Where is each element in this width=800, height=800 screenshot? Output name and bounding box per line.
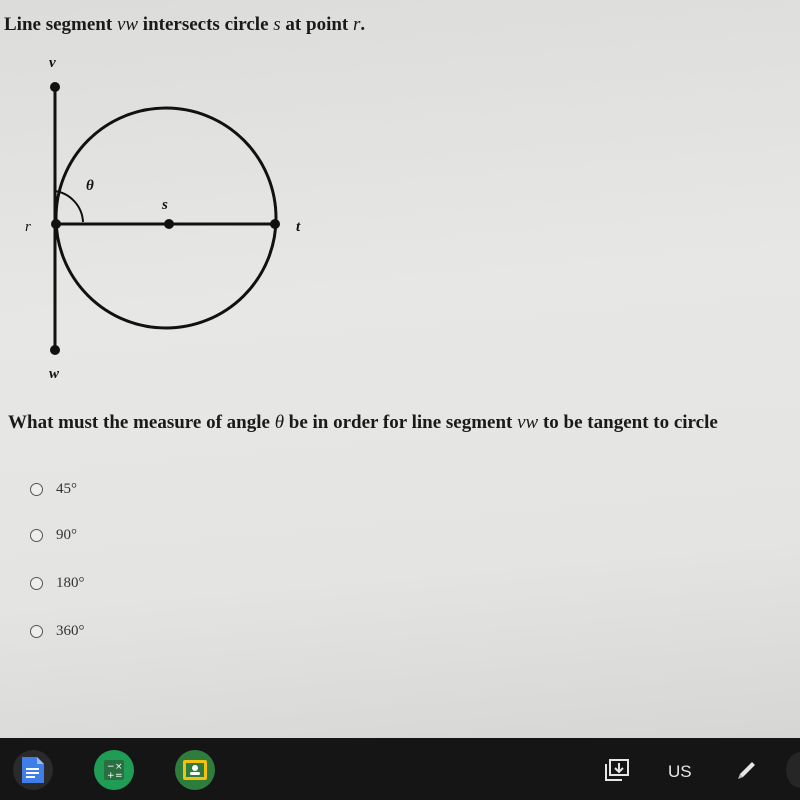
answer-choice-180[interactable] bbox=[30, 572, 85, 594]
tray-status-area[interactable] bbox=[786, 752, 800, 788]
answer-choice-45[interactable] bbox=[30, 478, 77, 500]
sheets-icon[interactable] bbox=[94, 750, 134, 790]
svg-text:×: × bbox=[115, 762, 123, 772]
question-prompt bbox=[8, 412, 718, 434]
q1-text-4: . bbox=[360, 14, 366, 35]
label-t: t bbox=[296, 219, 301, 235]
radio-button[interactable] bbox=[30, 577, 43, 590]
point-s bbox=[164, 219, 174, 229]
geometry-diagram bbox=[0, 40, 320, 390]
q1-segment: vw bbox=[116, 14, 139, 35]
q1-circle: s bbox=[273, 14, 281, 35]
docs-glyph bbox=[20, 755, 46, 785]
sheets-glyph bbox=[102, 758, 126, 782]
answer-choice-90[interactable] bbox=[30, 524, 77, 546]
choice-label: 360° bbox=[56, 622, 85, 639]
radio-button[interactable] bbox=[30, 483, 43, 496]
radio-button[interactable] bbox=[30, 625, 43, 638]
choice-label: 45° bbox=[56, 480, 77, 497]
svg-text:=: = bbox=[115, 771, 123, 781]
radio-button[interactable] bbox=[30, 529, 43, 542]
point-w bbox=[50, 345, 60, 355]
choice-label: 90° bbox=[56, 526, 77, 543]
circle-s bbox=[56, 108, 276, 328]
choice-label: 180° bbox=[56, 574, 85, 591]
classroom-glyph bbox=[182, 759, 208, 781]
q1-point: r bbox=[353, 14, 361, 35]
point-t bbox=[270, 219, 280, 229]
question-intro bbox=[4, 14, 365, 36]
q1-text-1: Line segment bbox=[4, 14, 117, 35]
q1-text-3: at point bbox=[280, 14, 353, 35]
label-w: w bbox=[49, 366, 60, 382]
keyboard-layout-indicator[interactable]: US bbox=[668, 762, 692, 781]
svg-text:−: − bbox=[107, 762, 115, 772]
q2-text-2: be in order for line segment bbox=[284, 412, 518, 433]
svg-text:+: + bbox=[107, 771, 115, 781]
q2-theta: θ bbox=[274, 412, 285, 433]
q2-text-1: What must the measure of angle bbox=[8, 412, 275, 433]
point-v bbox=[50, 82, 60, 92]
point-r bbox=[51, 219, 61, 229]
label-v: v bbox=[49, 55, 56, 71]
stylus-pen-icon[interactable] bbox=[735, 758, 759, 782]
q2-segment: vw bbox=[517, 412, 539, 433]
screenshot-tray-icon[interactable] bbox=[604, 758, 630, 782]
label-theta: θ bbox=[86, 178, 94, 194]
answer-choice-360[interactable] bbox=[30, 620, 85, 642]
label-s: s bbox=[162, 197, 168, 213]
label-r: r bbox=[25, 219, 31, 235]
classroom-icon[interactable] bbox=[175, 750, 215, 790]
q1-text-2: intersects circle bbox=[138, 14, 274, 35]
docs-icon[interactable] bbox=[13, 750, 53, 790]
q2-text-3: to be tangent to circle bbox=[538, 412, 718, 433]
